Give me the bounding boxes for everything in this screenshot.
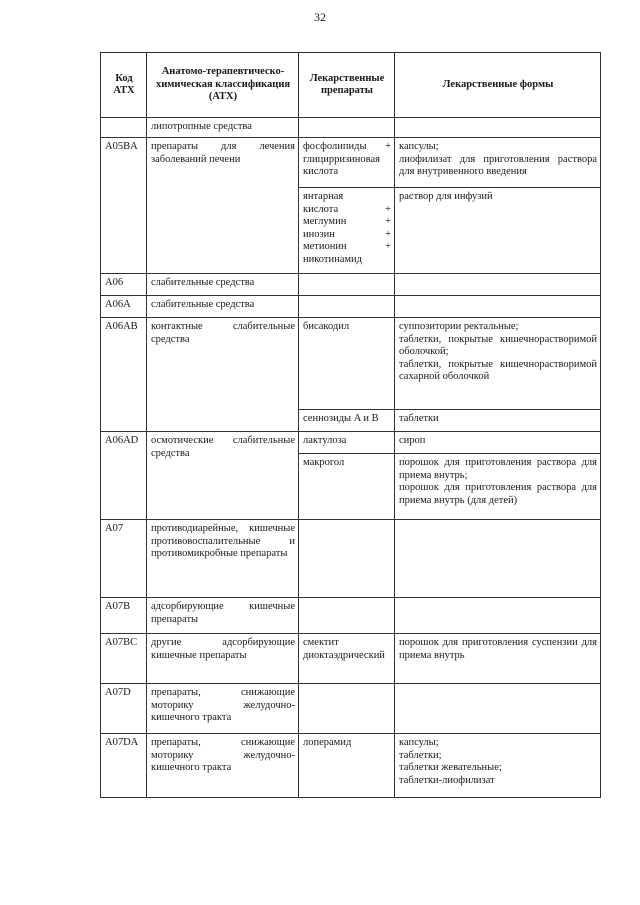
table-row [101, 318, 601, 410]
drug-component: кислота [303, 203, 339, 215]
table-row [101, 598, 601, 634]
class-cell: адсорбирующие кишечные препараты [147, 598, 299, 634]
drug-cell: фосфолипиды + глицирризиновая кислота [299, 138, 395, 188]
forms-cell: порошок для приготовления суспензии для приема внутрь [395, 634, 601, 684]
forms-cell: таблетки [395, 410, 601, 432]
code-cell: A06 [101, 274, 147, 296]
forms-cell [395, 296, 601, 318]
drug-cell: лоперамид [299, 734, 395, 798]
drug-cell [299, 520, 395, 598]
table-row [101, 296, 601, 318]
form-item: таблетки, покрытые кишечнорастворимой оболочкой; [399, 333, 597, 357]
drug-cell [299, 274, 395, 296]
table-row [101, 520, 601, 598]
forms-cell [395, 454, 601, 520]
table-row [101, 734, 601, 798]
forms-cell: сироп [395, 432, 601, 454]
drug-cell [299, 118, 395, 138]
form-item: порошок для приготовления раствора для приема внутрь (для детей) [399, 482, 597, 506]
forms-cell [395, 274, 601, 296]
forms-cell [395, 138, 601, 188]
drug-component: янтарная [303, 191, 344, 202]
class-cell: слабительные средства [147, 296, 299, 318]
form-item: суппозитории ректальные; [399, 321, 519, 332]
page-number: 32 [314, 10, 326, 24]
drug-cell: янтарная кислота + меглумин + инозин + метионин + никотинамид [299, 188, 395, 274]
class-cell: препараты для лечения заболеваний печени [147, 138, 299, 274]
drug-component: инозин [303, 228, 335, 240]
form-item: капсулы; [399, 141, 439, 152]
class-cell: осмотические слабительные средства [147, 432, 299, 520]
class-cell: другие адсорбирующие кишечные препараты [147, 634, 299, 684]
class-cell: препараты, снижающие моторику желудочно-кишечного тракта [147, 734, 299, 798]
code-cell [101, 118, 147, 138]
forms-cell: раствор для инфузий [395, 188, 601, 274]
header-code: Код АТХ [101, 53, 147, 118]
class-cell: контактные слабительные средства [147, 318, 299, 432]
table-header-row [101, 53, 601, 118]
form-item: таблетки, покрытые кишечнорастворимой сахарной оболочкой [399, 358, 597, 382]
table-row [101, 634, 601, 684]
form-item: таблетки-лиофилизат [399, 774, 495, 786]
form-item: таблетки жевательные; [399, 762, 502, 773]
class-cell: липотропные средства [147, 118, 299, 138]
drug-component: метионин [303, 241, 347, 252]
code-cell: A06AB [101, 318, 147, 432]
drug-cell: лактулоза [299, 432, 395, 454]
code-cell: A07D [101, 684, 147, 734]
table-row [101, 684, 601, 734]
table-row [101, 274, 601, 296]
table-row [101, 432, 601, 454]
forms-cell [395, 520, 601, 598]
drug-cell [299, 598, 395, 634]
header-classification: Анатомо-терапевтическо-химическая классификация (АТХ) [147, 53, 299, 118]
forms-cell [395, 598, 601, 634]
drug-component: никотинамид [303, 253, 363, 265]
forms-cell [395, 684, 601, 734]
code-cell: A07DA [101, 734, 147, 798]
table-row [101, 138, 601, 188]
drug-component: меглумин [303, 216, 347, 227]
table-row [101, 118, 601, 138]
forms-cell [395, 318, 601, 410]
class-cell: противодиарейные, кишечные противовоспалительные и противомикробные препараты [147, 520, 299, 598]
forms-cell [395, 118, 601, 138]
drug-cell [299, 684, 395, 734]
code-cell: A07B [101, 598, 147, 634]
drug-cell: макрогол [299, 454, 395, 520]
code-cell: A06AD [101, 432, 147, 520]
code-cell: A06A [101, 296, 147, 318]
class-cell: препараты, снижающие моторику желудочно-кишечного тракта [147, 684, 299, 734]
drug-cell [299, 296, 395, 318]
code-cell: A05BA [101, 138, 147, 274]
form-item: лиофилизат для приготовления раствора для внутривенного введения [399, 153, 597, 177]
forms-cell [395, 734, 601, 798]
form-item: порошок для приготовления раствора для приема внутрь; [399, 457, 597, 481]
class-cell: слабительные средства [147, 274, 299, 296]
header-drugs: Лекарственные препараты [299, 53, 395, 118]
drug-cell: смектит диоктаэдрический [299, 634, 395, 684]
header-forms: Лекарственные формы [395, 53, 601, 118]
drug-cell: бисакодил [299, 318, 395, 410]
atc-table [100, 52, 601, 798]
drug-cell: сеннозиды A и B [299, 410, 395, 432]
code-cell: A07BC [101, 634, 147, 684]
form-item: таблетки; [399, 749, 442, 761]
code-cell: A07 [101, 520, 147, 598]
form-item: капсулы; [399, 737, 439, 748]
